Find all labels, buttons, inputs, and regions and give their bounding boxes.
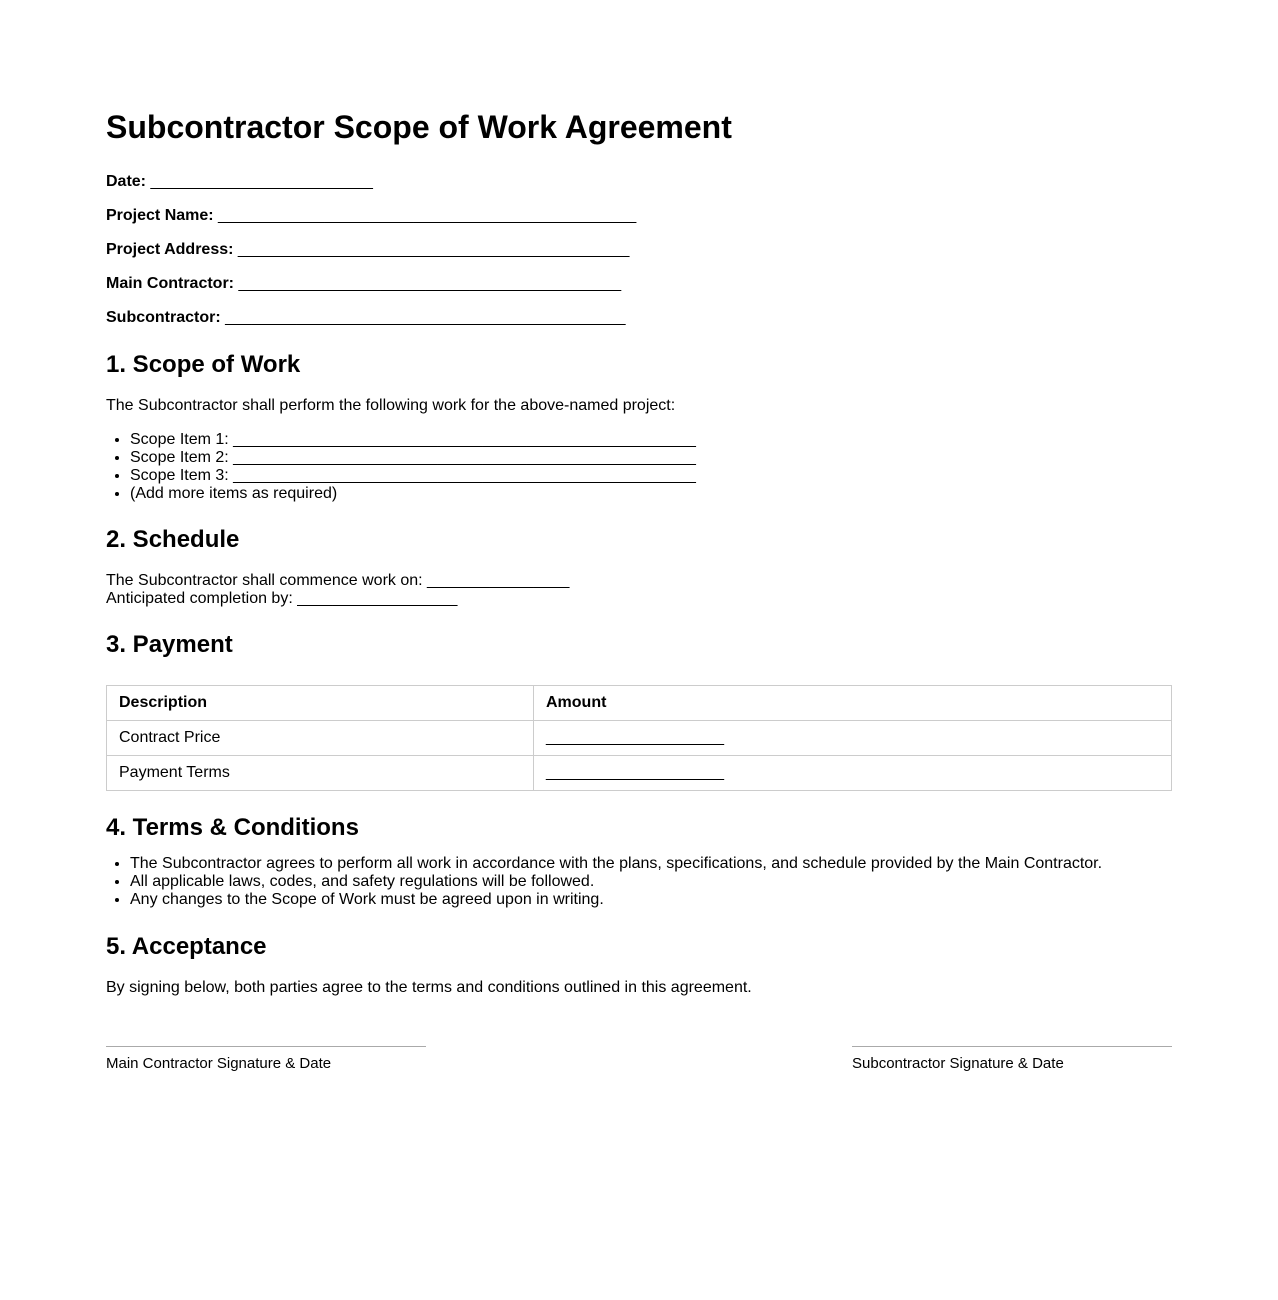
main-contractor-signature-line[interactable]: [106, 1046, 426, 1047]
date-blank[interactable]: _________________________: [150, 173, 373, 190]
cell-amount[interactable]: ____________________: [534, 721, 1172, 756]
subcontractor-signature-line[interactable]: [852, 1046, 1172, 1047]
schedule-completion: Anticipated completion by: __________________: [106, 590, 458, 607]
acceptance-text: By signing below, both parties agree to the terms and conditions outlined in this agreement.: [106, 979, 752, 996]
scope-item: • Scope Item 1: ____________________________________________________: [130, 431, 1172, 449]
schedule-heading: 2. Schedule: [106, 526, 240, 553]
terms-section: [106, 814, 1172, 909]
schedule-commence: The Subcontractor shall commence work on: ________________: [106, 572, 570, 589]
acceptance-section: [106, 933, 1172, 997]
date-label: Date:: [106, 173, 147, 190]
table-row: [107, 721, 1172, 756]
table-row: [107, 756, 1172, 791]
terms-item: • Any changes to the Scope of Work must be agreed upon in writing.: [130, 891, 1172, 909]
column-header-amount: Amount: [534, 686, 1172, 721]
cell-amount[interactable]: ____________________: [534, 756, 1172, 791]
terms-heading: 4. Terms & Conditions: [106, 814, 359, 841]
subcontractor-signature-block: [852, 1046, 1172, 1073]
scope-intro: The Subcontractor shall perform the following work for the above-named project:: [106, 397, 676, 414]
project-name-field: [106, 206, 636, 240]
project-address-label: Project Address:: [106, 241, 234, 258]
cell-description: Contract Price: [107, 721, 534, 756]
schedule-section: [106, 526, 1172, 608]
project-address-blank[interactable]: ____________________________________________: [237, 241, 630, 258]
cell-description: Payment Terms: [107, 756, 534, 791]
project-name-label: Project Name:: [106, 207, 214, 224]
terms-list: [106, 855, 1172, 909]
scope-list: [106, 431, 1172, 503]
main-contractor-field: [106, 274, 636, 308]
main-contractor-signature-label: Main Contractor Signature & Date: [106, 1055, 332, 1072]
payment-table: [106, 685, 1172, 791]
payment-section: [106, 631, 1172, 791]
scope-item: • Scope Item 2: ____________________________________________________: [130, 449, 1172, 467]
main-contractor-blank[interactable]: ___________________________________________: [238, 275, 622, 292]
project-name-blank[interactable]: _______________________________________________: [218, 207, 637, 224]
project-address-field: [106, 240, 636, 274]
scope-section: [106, 351, 1172, 503]
scope-item: • Scope Item 3: ____________________________________________________: [130, 467, 1172, 485]
subcontractor-signature-label: Subcontractor Signature & Date: [852, 1055, 1064, 1072]
scope-item: • (Add more items as required): [130, 485, 1172, 503]
date-field: [106, 172, 636, 206]
subcontractor-field: [106, 308, 636, 342]
terms-item: • All applicable laws, codes, and safety regulations will be followed.: [130, 873, 1172, 891]
table-header-row: [107, 686, 1172, 721]
main-contractor-signature-block: [106, 1046, 426, 1073]
payment-heading: 3. Payment: [106, 631, 233, 658]
main-contractor-label: Main Contractor:: [106, 275, 234, 292]
terms-item: • The Subcontractor agrees to perform all work in accordance with the plans, specifications, and schedule provided by the Main Contractor.: [130, 855, 1172, 873]
document-title: Subcontractor Scope of Work Agreement: [106, 109, 732, 145]
header-fields: [106, 172, 636, 342]
acceptance-heading: 5. Acceptance: [106, 933, 267, 960]
column-header-description: Description: [107, 686, 534, 721]
scope-heading: 1. Scope of Work: [106, 351, 301, 378]
subcontractor-label: Subcontractor:: [106, 309, 221, 326]
subcontractor-blank[interactable]: _____________________________________________: [225, 309, 626, 326]
